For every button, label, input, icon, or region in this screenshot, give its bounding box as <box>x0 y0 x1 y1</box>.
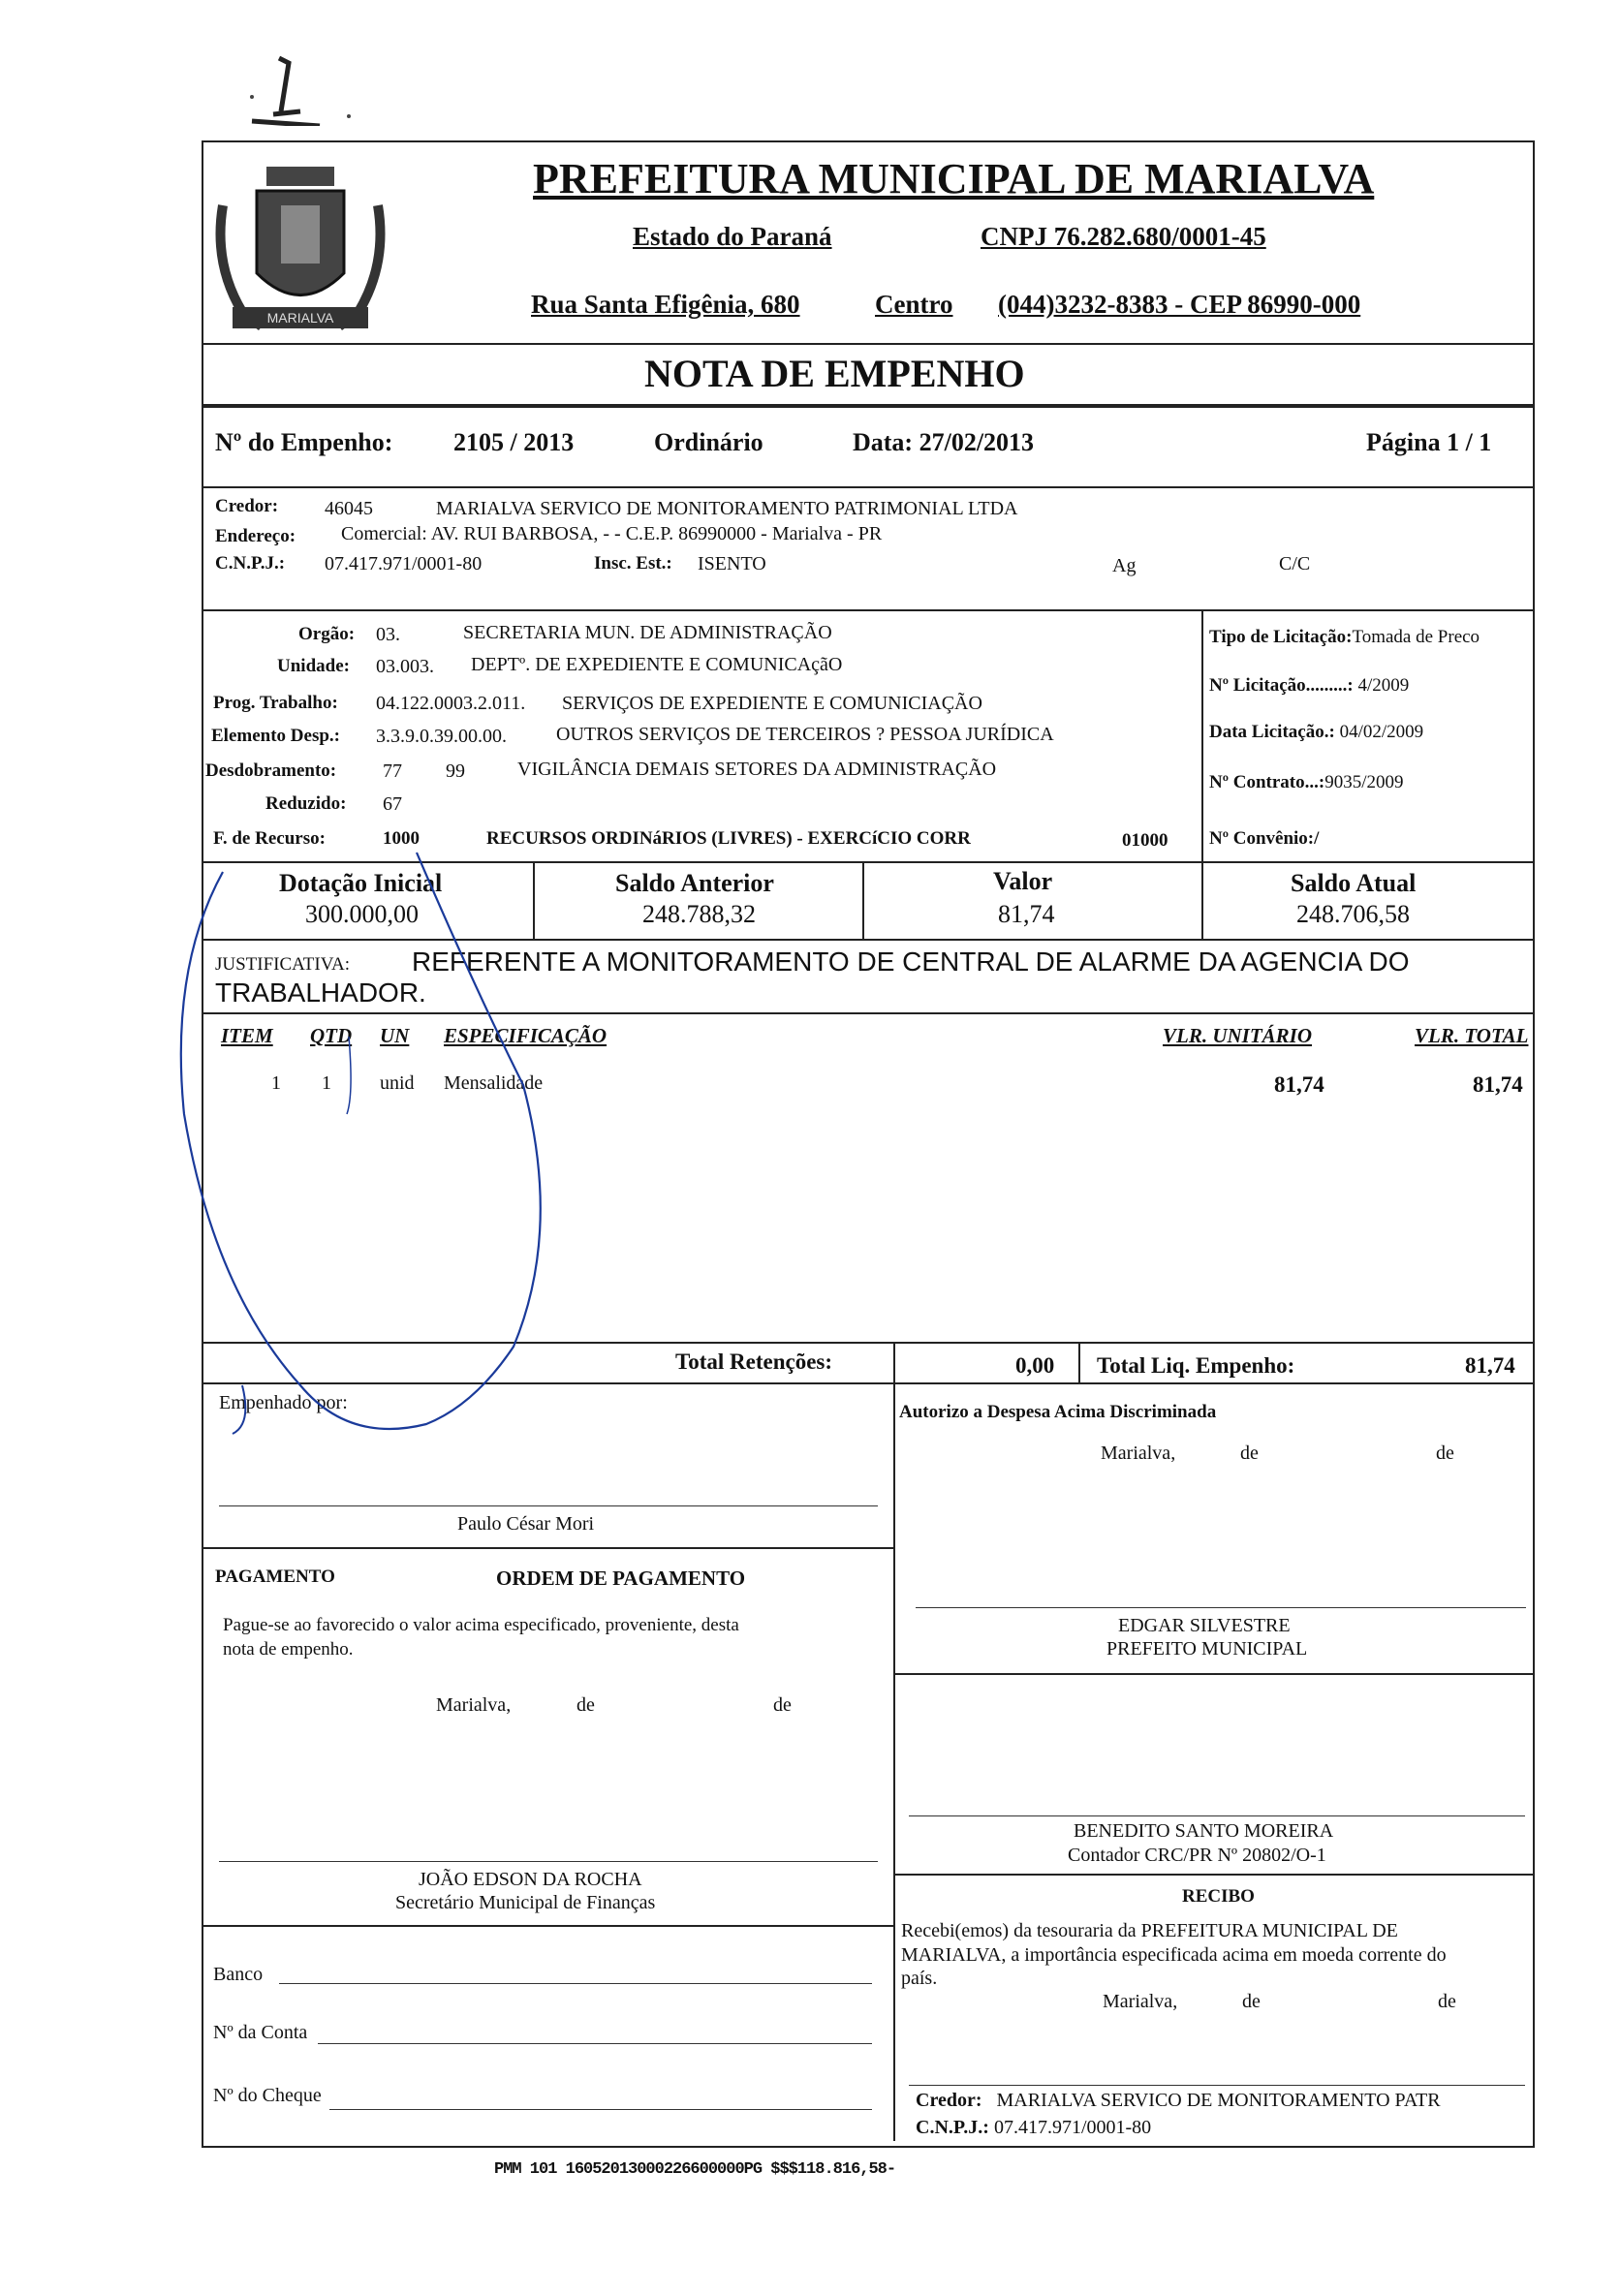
liq-empenho-label: Total Liq. Empenho: <box>1097 1353 1295 1378</box>
retencoes-label: Total Retenções: <box>675 1350 833 1374</box>
recurso-label: F. de Recurso: <box>213 828 326 849</box>
page-title: PREFEITURA MUNICIPAL DE MARIALVA <box>533 155 1375 202</box>
banco-label: Banco <box>213 1964 264 1985</box>
reduzido-label: Reduzido: <box>265 793 347 814</box>
empenho-number: 2105 / 2013 <box>453 428 575 456</box>
cheque-label: Nº do Cheque <box>213 2085 322 2106</box>
recibo-line3: país. <box>901 1968 938 1989</box>
cnpj-label: C.N.P.J.: <box>215 553 286 574</box>
saldo-anterior-label: Saldo Anterior <box>615 869 774 897</box>
recibo-line1: Recebi(emos) da tesouraria da PREFEITURA MUNICIPAL DE <box>901 1920 1398 1941</box>
prefeito-title: PREFEITO MUNICIPAL <box>1106 1638 1308 1660</box>
handwritten-signature <box>155 843 581 1443</box>
empenhado-por: Empenhado por: <box>219 1392 348 1413</box>
signature-line <box>219 1505 878 1506</box>
empenho-label: Nº do Empenho: <box>215 428 393 456</box>
recurso-code: 1000 <box>383 828 420 849</box>
cheque-field[interactable] <box>329 2109 872 2110</box>
financas-name: JOÃO EDSON DA ROCHA <box>419 1869 642 1890</box>
signature-line <box>219 1861 878 1862</box>
numero-contrato: Nº Contrato...:9035/2009 <box>1209 772 1404 792</box>
credor-cnpj: 07.417.971/0001-80 <box>325 553 483 574</box>
autorizo-de1: de <box>1240 1443 1259 1464</box>
header-cnpj: CNPJ 76.282.680/0001-45 <box>981 222 1266 251</box>
state-label: Estado do Paraná <box>633 222 832 251</box>
credor-address: Comercial: AV. RUI BARBOSA, - - C.E.P. 86990000 - Marialva - PR <box>341 523 883 544</box>
col-un: UN <box>380 1024 410 1047</box>
municipal-crest-icon <box>203 147 397 356</box>
pagamento-label: PAGAMENTO <box>215 1567 335 1587</box>
tipo-licitacao: Tipo de Licitação:Tomada de Preco <box>1209 627 1480 647</box>
unidade-label: Unidade: <box>277 656 350 676</box>
unidade-code: 03.003. <box>376 656 434 677</box>
col-vlr-total: VLR. TOTAL <box>1415 1024 1529 1047</box>
elemento-label: Elemento Desp.: <box>211 726 340 746</box>
elemento-code: 3.3.9.0.39.00.00. <box>376 726 507 747</box>
row-qtd: 1 <box>322 1072 331 1094</box>
conta-label: Nº da Conta <box>213 2022 308 2043</box>
page-number: Página 1 / 1 <box>1366 428 1492 456</box>
row-item: 1 <box>271 1072 281 1094</box>
crest-banner: MARIALVA <box>266 310 334 326</box>
desdobramento-label: Desdobramento: <box>205 760 337 781</box>
recibo-place: Marialva, <box>1103 1991 1178 2012</box>
prog-name: SERVIÇOS DE EXPEDIENTE E COMUNICIAÇÃO <box>562 693 982 714</box>
footer-code: PMM 101 16052013000226600000PG $$$118.816,58- <box>494 2160 896 2179</box>
header-district: Centro <box>875 290 953 319</box>
ordem-pagamento-label: ORDEM DE PAGAMENTO <box>496 1567 746 1590</box>
justificativa-line1: REFERENTE A MONITORAMENTO DE CENTRAL DE ALARME DA AGENCIA DO <box>412 946 1410 977</box>
orgao-label: Orgão: <box>298 624 356 644</box>
recibo-credor: Credor: MARIALVA SERVICO DE MONITORAMENTO PATR <box>916 2090 1441 2111</box>
desdob-code2: 99 <box>446 760 465 782</box>
col-especificacao: ESPECIFICAÇÃO <box>444 1024 608 1047</box>
signature-line <box>909 2085 1525 2086</box>
col-vlr-unitario: VLR. UNITÁRIO <box>1163 1024 1313 1047</box>
signature-line <box>909 1815 1525 1816</box>
prog-label: Prog. Trabalho: <box>213 693 338 713</box>
saldo-anterior-value: 248.788,32 <box>642 900 756 928</box>
scan-mark <box>233 19 378 126</box>
header-address: Rua Santa Efigênia, 680 <box>531 290 800 319</box>
recibo-line2: MARIALVA, a importância especificada acima em moeda corrente do <box>901 1944 1447 1966</box>
header-phone-cep: (044)3232-8383 - CEP 86990-000 <box>998 290 1361 319</box>
empenhado-signatory: Paulo César Mori <box>457 1513 595 1535</box>
numero-licitacao: Nº Licitação.........: 4/2009 <box>1209 675 1410 696</box>
address-label: Endereço: <box>215 526 296 546</box>
elemento-name: OUTROS SERVIÇOS DE TERCEIROS ? PESSOA JURÍDICA <box>556 724 1054 745</box>
orgao-name: SECRETARIA MUN. DE ADMINISTRAÇÃO <box>463 622 832 643</box>
row-unit: 81,74 <box>1274 1072 1324 1097</box>
col-item: ITEM <box>221 1024 273 1047</box>
cc-label: C/C <box>1279 553 1311 574</box>
pague-place: Marialva, <box>436 1694 512 1716</box>
banco-field[interactable] <box>279 1983 872 1984</box>
contador-title: Contador CRC/PR Nº 20802/O-1 <box>1068 1845 1326 1866</box>
signature-line <box>916 1607 1526 1608</box>
orgao-code: 03. <box>376 624 400 645</box>
contador-name: BENEDITO SANTO MOREIRA <box>1074 1820 1334 1842</box>
pague-line1: Pague-se ao favorecido o valor acima especificado, proveniente, desta <box>223 1615 739 1635</box>
data-licitacao: Data Licitação.: 04/02/2009 <box>1209 722 1424 742</box>
recurso-number: 01000 <box>1122 830 1168 851</box>
valor-label: Valor <box>993 867 1053 895</box>
justificativa-label: JUSTIFICATIVA: <box>215 954 351 975</box>
recibo-de2: de <box>1438 1991 1456 2012</box>
reduzido-value: 67 <box>383 793 402 815</box>
row-un: unid <box>380 1072 415 1094</box>
col-qtd: QTD <box>310 1024 353 1047</box>
pague-line2: nota de empenho. <box>223 1639 354 1660</box>
dotacao-inicial-value: 300.000,00 <box>305 900 419 928</box>
autorizo-place: Marialva, <box>1101 1443 1176 1464</box>
autorizo-de2: de <box>1436 1443 1454 1464</box>
ag-label: Ag <box>1112 555 1137 576</box>
credor-code: 46045 <box>325 498 373 519</box>
prefeito-name: EDGAR SILVESTRE <box>1118 1615 1291 1636</box>
justificativa-line2: TRABALHADOR. <box>215 977 426 1008</box>
empenho-type: Ordinário <box>654 428 763 456</box>
saldo-atual-label: Saldo Atual <box>1291 869 1417 897</box>
pague-de1: de <box>576 1694 595 1716</box>
desdob-code1: 77 <box>383 760 402 782</box>
empenho-date: Data: 27/02/2013 <box>853 428 1035 456</box>
liq-empenho-value: 81,74 <box>1465 1353 1515 1378</box>
prog-code: 04.122.0003.2.011. <box>376 693 526 714</box>
autorizo-label: Autorizo a Despesa Acima Discriminada <box>899 1402 1217 1422</box>
document-title: NOTA DE EMPENHO <box>644 352 1025 395</box>
valor-value: 81,74 <box>998 900 1055 928</box>
desdob-name: VIGILÂNCIA DEMAIS SETORES DA ADMINISTRAÇÃO <box>517 759 997 780</box>
unidade-name: DEPTº. DE EXPEDIENTE E COMUNICAçãO <box>471 654 843 675</box>
retencoes-value: 0,00 <box>1015 1353 1055 1378</box>
dotacao-inicial-label: Dotação Inicial <box>279 869 443 897</box>
row-spec: Mensalidade <box>444 1072 544 1094</box>
recibo-label: RECIBO <box>1182 1886 1255 1907</box>
row-total: 81,74 <box>1473 1072 1523 1097</box>
numero-convenio: Nº Convênio:/ <box>1209 828 1320 849</box>
saldo-atual-value: 248.706,58 <box>1296 900 1410 928</box>
credor-label: Credor: <box>215 496 279 516</box>
credor-name: MARIALVA SERVICO DE MONITORAMENTO PATRIMONIAL LTDA <box>436 498 1018 519</box>
recurso-name: RECURSOS ORDINáRIOS (LIVRES) - EXERCíCIO CORR <box>486 828 971 849</box>
conta-field[interactable] <box>318 2043 872 2044</box>
insc-label: Insc. Est.: <box>594 553 672 574</box>
recibo-cnpj: C.N.P.J.: 07.417.971/0001-80 <box>916 2117 1152 2138</box>
insc-value: ISENTO <box>698 553 766 574</box>
financas-title: Secretário Municipal de Finanças <box>395 1892 656 1913</box>
recibo-de1: de <box>1242 1991 1261 2012</box>
pague-de2: de <box>773 1694 792 1716</box>
